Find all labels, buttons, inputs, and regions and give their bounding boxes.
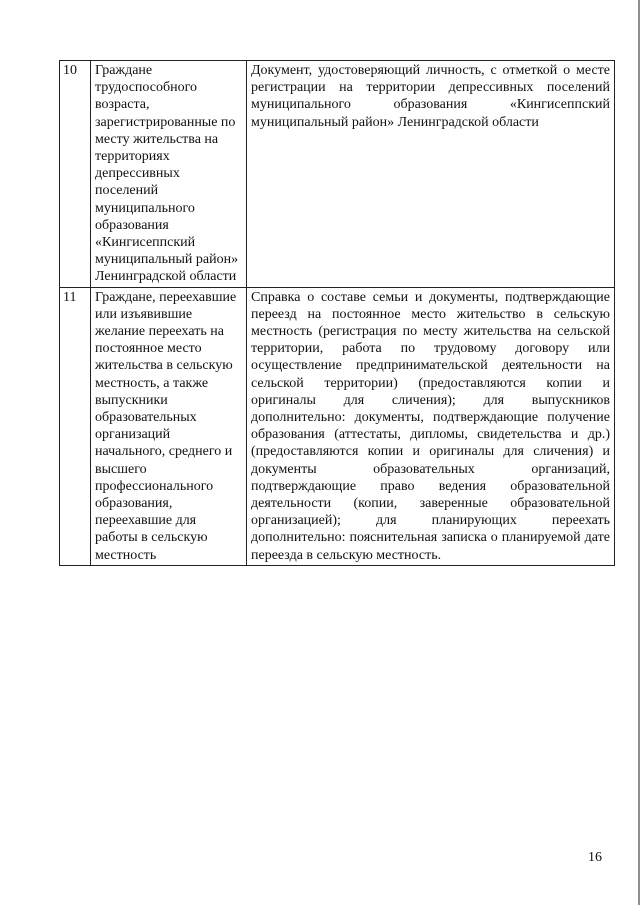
row-number-cell: 10 bbox=[60, 61, 91, 288]
category-cell: Граждане трудоспособного возраста, зарегистрированные по месту жительства на территориях депрессивных поселений муниципального образования «Кингисеппский муниципальный район» Ленинградской области bbox=[91, 61, 247, 288]
row-number-cell: 11 bbox=[60, 287, 91, 565]
documents-cell: Документ, удостоверяющий личность, с отметкой о месте регистрации на территории депрессивных поселений муниципального образования «Кингисеппский муниципальный район» Ленинградской области bbox=[247, 61, 615, 288]
table-row bbox=[60, 287, 615, 565]
page-number: 16 bbox=[588, 850, 602, 865]
table-row bbox=[60, 61, 615, 288]
documents-cell: Справка о составе семьи и документы, подтверждающие переезд на постоянное место жительство в сельскую местность (регистрация по месту жительства на сельской территории, работа по трудовому договору или осуществление предпринимательской деятельности на сельской территории) (предоставляются копии и оригиналы для сличения); для выпускников дополнительно: документы, подтверждающие получение образования (аттестаты, дипломы, свидетельства и др.) (предоставляются копии и оригиналы для сличения) и документы образовательных организаций, подтверждающие право ведения образовательной деятельности (копии, заверенные образовательной организацией); для планирующих переехать дополнительно: пояснительная записка о планируемой дате переезда в сельскую местность. bbox=[247, 287, 615, 565]
documents-table bbox=[59, 60, 615, 566]
category-cell: Граждане, переехавшие или изъявившие желание переехать на постоянное место жительства в сельскую местность, а также выпускники образовательных организаций начального, среднего и высшего профессионального образования, переехавшие для работы в сельскую местность bbox=[91, 287, 247, 565]
